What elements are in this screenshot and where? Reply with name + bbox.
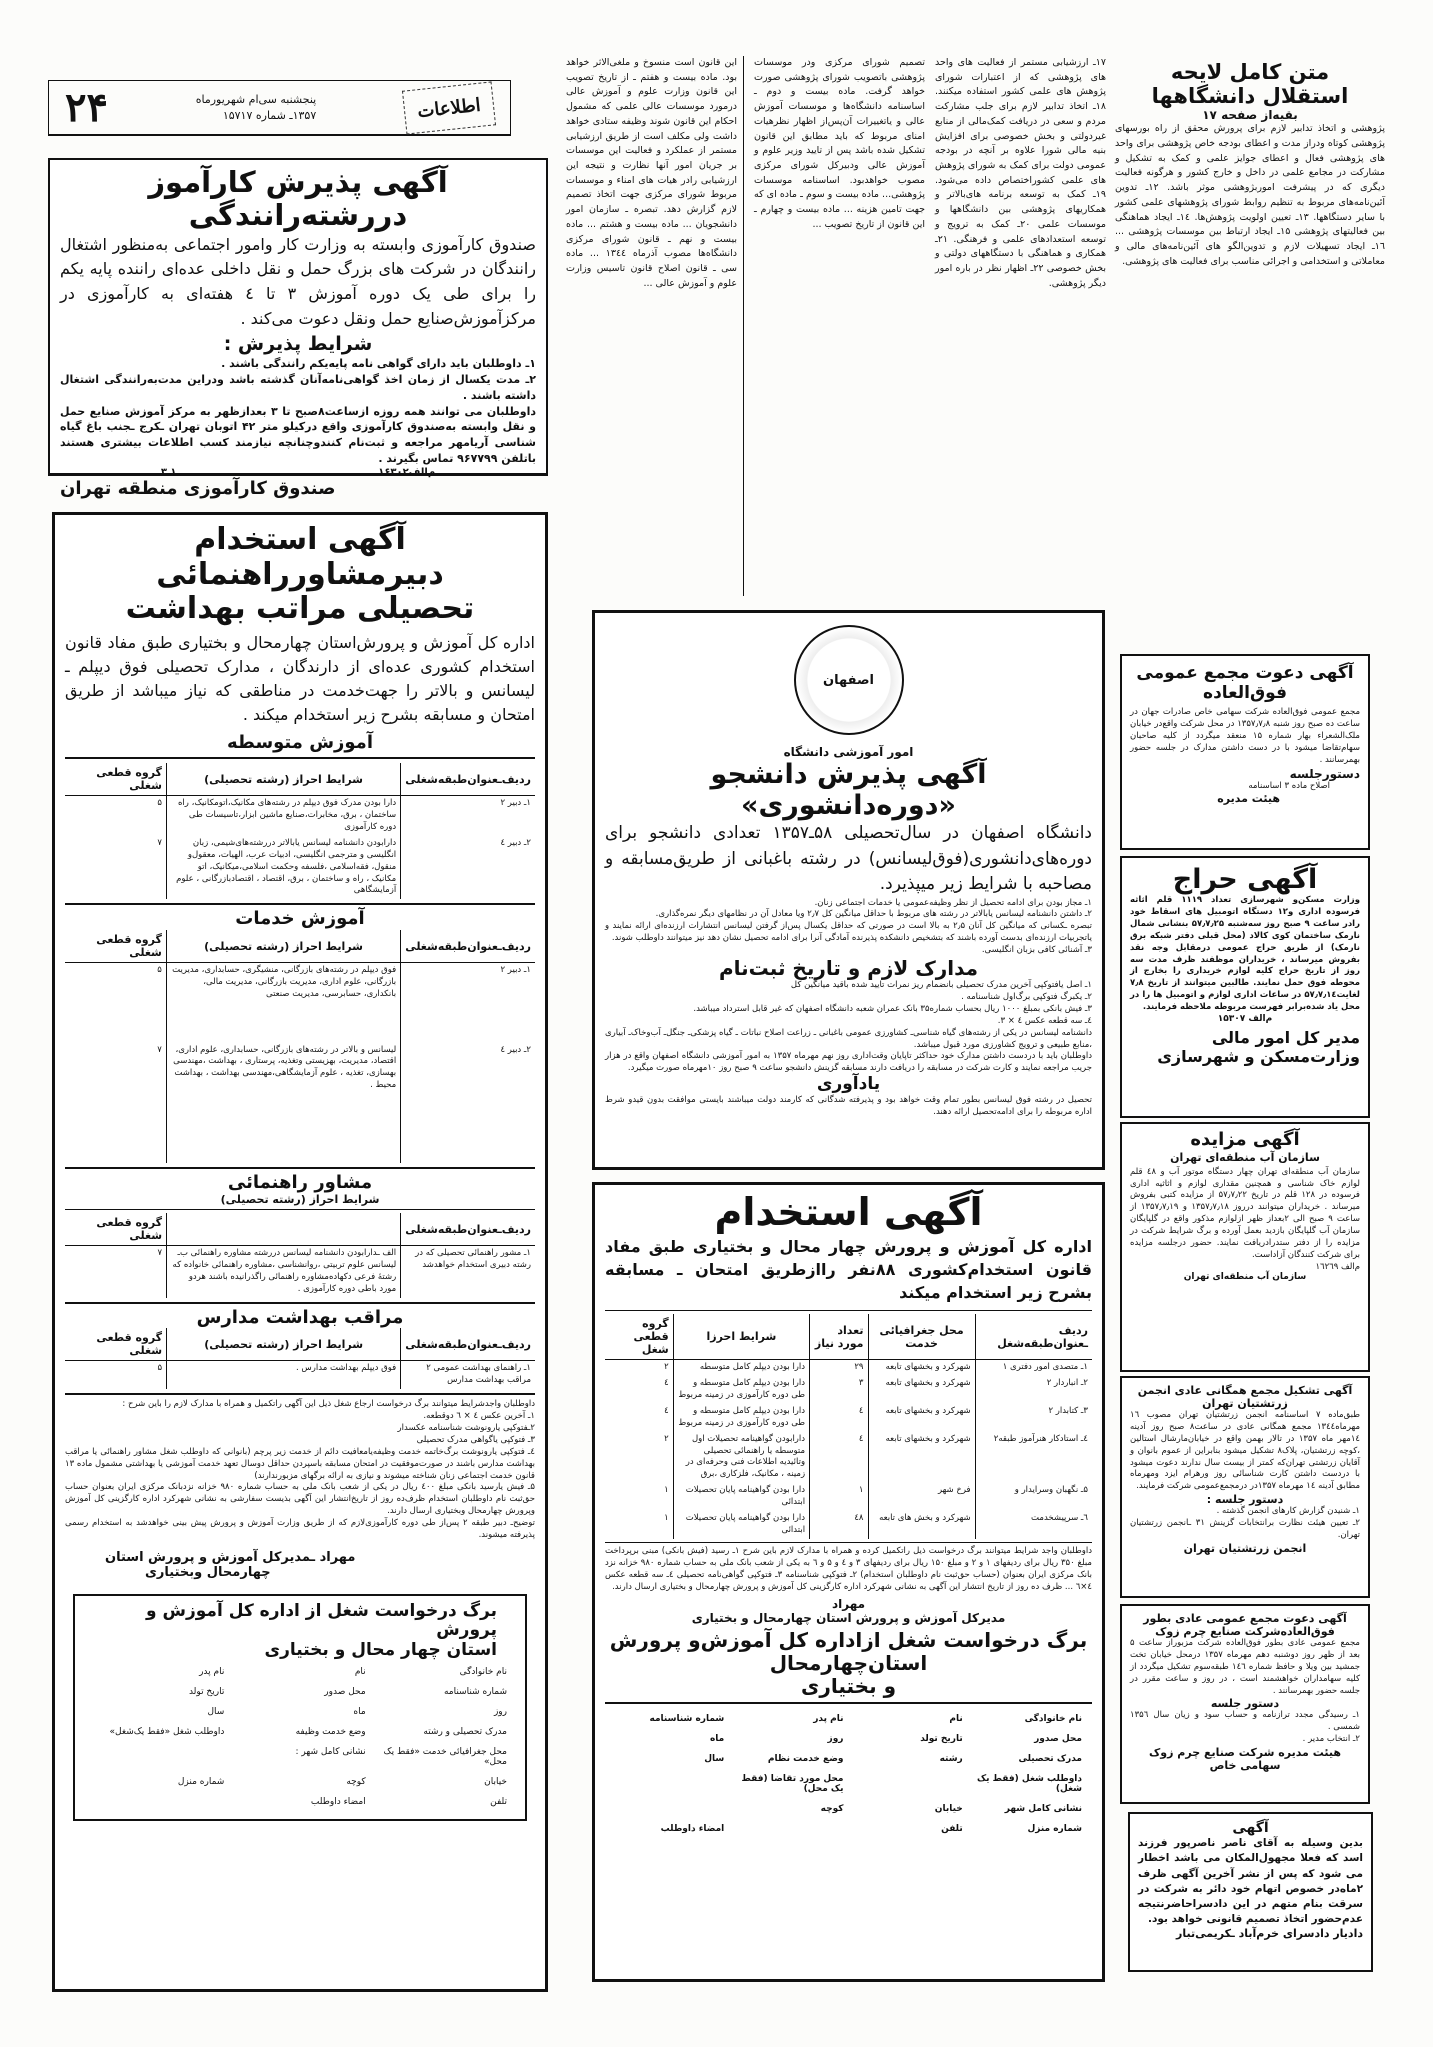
ad-body: مجمع عمومی فوق‌العاده شرکت سهامی خاص صادرات جهان در ساعت ده صبح روز شنبه ۱۳۵۷٫۷٫۸ در محل شرکت واقع‌در خیابان ملک‌الشعراء بهار شماره ۱۵ منعقد میگردد از کلیه صاحبان سهام‌تقاضا میشود با در دست داشتن مدارک در جلسه حضور بهمرسانند . (1130, 707, 1360, 765)
form-field[interactable]: ماه (709, 1734, 725, 1745)
form-field[interactable]: داوطلب شغل «فقط یک‌شغل» (109, 1726, 225, 1737)
table-row: ۱ـ متصدی امور دفتری ۱ شهرکرد و بخشهای تابعه ۲۹ دارا بودن دیپلم کامل متوسطه ۲ (605, 1360, 1092, 1376)
jobs-table-secondary: ردیف‌ـعنوان‌طبقه‌شغلی شرایط احراز (رشته تحصیلی) گروه قطعی شغلی ۱ـ دبیر ۲ دارا بودن مدرک فوق دیپلم در رشته‌های مکانیک،اتومکانیک، راه ساختمان ، برق، مخابرات،صنایع ماشین ابزار،تاسیسات طی دوره کارآموزی ۵ ۲ـ دبیر ٤ دارابودن دانشنامه لیسانس یابالاتر دررشته‌های‌شیمی، زبان انگلیسی و مترجمی انگلیسی، ادبیات عرب، الهیات، معقول‌و منقول، فقه‌اسلامی ،فلسفه وحکمت اسلامی،میکانیک، اتو مکانیک ، راه و ساختمان ، برق، اقتصاد ، اقتصادبازرگانی ، علوم آزمایشگاهی ۷ (65, 763, 535, 899)
form-field[interactable]: نشانی کامل شهر (1004, 1804, 1082, 1815)
doc-item: ٤ـ سه قطعه عکس ٤ × ۳. (997, 1015, 1092, 1026)
ad-title-line1: آگهی استخدام دبیرمشاورراهنمائی (156, 522, 444, 592)
document-item: ۲ـفتوکپی یارونوشت شناسنامه عکسدار (397, 1423, 535, 1433)
form-field[interactable]: محل مورد تقاضا (فقط یک محل) (741, 1774, 844, 1795)
news-article-continued (566, 56, 1106, 596)
ad-intro: دانشگاه اصفهان در سال‌تحصیلی ۵۸ـ۱۳۵۷ تعدادی دانشجو برای دوره‌های‌دانشوری(فوق‌لیسانس) در رشته باغبانی از طریق‌مسابقه و مصاحبه با شرایط زیر میپذیرد. (605, 823, 1092, 895)
form-field (854, 1774, 963, 1794)
form-field[interactable]: نشانی کامل شهر : (295, 1746, 366, 1757)
agenda-heading: دستورجلسه (1289, 766, 1360, 781)
form-field (615, 1774, 724, 1794)
ad-signature: انجمن زرتشتیان تهران (1183, 1541, 1307, 1555)
condition-item: ۲ـ داشتن دانشنامه لیسانس یابالاتر در رشته های مربوط با حداقل میانگین کل ۲٫۷ ویا معادل آن در نظامهای دیگر نمره‌گذاری. (655, 909, 1092, 920)
section-heading: مراقب بهداشت مدارس (196, 1306, 404, 1328)
form-field[interactable]: امضاء داوطلب (310, 1796, 366, 1807)
form-field[interactable]: رشته (939, 1754, 963, 1765)
ad-driver-trainee (48, 158, 548, 500)
ad-body: وزارت مسکن‌و شهرسازی تعداد ۱۱۱۹ قلم اثاثه فرسوده اداری و۱۲ دستگاه اتومبیل های اسقاط خود رادر ساعت ۹ صبح روز سه‌شنبه ۵۷٫۷٫۲۵ بنشانی شمال نارمک ساختمان کوی کالاد (محل قبلی دفتر شبکه برق نارمک) از طریق حراج عمومی درمقابل وجه نقد بفروش میرساند ، خریداران موظفند ظرف مدت سه روز از تاریخ حراج کلیه لوازم خریداری را بخارج از محوطه فوق حمل نمایند. طالبین میتوانند از تاریخ ۷٫۸ لغایت۵۷٫۷٫۱٤ در ساعات اداری لوازم و اتومبیل ها را در محل یاد شده‌برابر فهرست مربوطه ملاحظه فرمایند. (1130, 895, 1361, 1013)
form-field[interactable]: تلفن (941, 1824, 963, 1835)
jobs-table: ردیف ـعنوان‌طبقه‌شغل محل جغرافیائی خدمت تعداد مورد نیاز شرایط احرزا گروه قطعی شغل ۱ـ متصدی امور دفتری ۱ شهرکرد و بخشهای تابعه ۲۹ دارا بودن دیپلم کامل متوسطه ۲ ۲ـ انباردار ۲ شهرکرد و بخشهای تابعه ۳ دارا بودن دیپلم کامل متوسطه و طی دوره کارآموزی در زمینه مربوط ٤ ۳ـ کتابدار ۲ شهرکرد و بخشهای تابعه ٤ دارا بودن دیپلم کامل متوسطه و طی دوره کارآموزی در زمینه مربوط ٤ ٤ـ استادکار هنرآموز طبقه۲ شهرکرد و بخشهای تابعه ٤ دارابودن گواهینامه تحصیلات اول متوسطه یا راهنمائی تحصیلی وتائیدیه اطلاعات فنی وحرفه‌ای در زمینه ، مکانیک، فلزکاری ،برق ۲ ۵ـ نگهبان وسرایدار و فرخ شهر ۱ دارا بودن گواهینامه پایان تحصیلات ابتدائی ۱ ٦ـ سرپیشخدمت شهرکرد و بخش های تابعه ٤۸ دارا بودن گواهینامه پایان تحصیلات ابتدائی ۱ (605, 1314, 1092, 1539)
newspaper-logo: اطلاعات (402, 81, 496, 134)
ad-employment (592, 1182, 1105, 1982)
table-row: ۵ـ نگهبان وسرایدار و فرخ شهر ۱ دارا بودن گواهینامه پایان تحصیلات ابتدائی ۱ (605, 1483, 1092, 1511)
ad-body: سازمان آب منطقه‌ای تهران چهار دستگاه موتور آب و ٤۸ قلم لوازم خاک شناسی و همچنین مقداری لوازم و اثاثیه اداری فرسوده در ۱۲۸ قلم در تاریخ ۵۷٫۷٫۲۲ از مزایده کتبی بفروش میرساند . خریداران میتوانند درروز ۱۳۵۷٫۷٫۱۸ و ۱۳۵۷٫۷٫۱۹ از ساعت ۹ صبح الی ۲بعداز ظهر ازلوازم مذکور واقع در گلپایگان سازمان آب گلپایگان بازدید بعمل آورده و برگ شرایط شرکت در مزایده را از دفتر ستدرادریافت نمایند. حضور درجلسه مزایده برای شرکت کنندگان آزاداست. (1130, 1166, 1361, 1260)
article-column: تصمیم شورای مرکزی ودر موسسات پژوهشی باتصویب شورای پژوهشی صورت خواهد گرفت. ماده بیست و دوم ـ اساسنامه دانشگاه‌ها و موسسات آموزش عالی و یاتغییرات آن‌پس‌از اظهار نظرهیات امنای مربوط که باید مطابق این قانون تشکیل شده باشد پس از تایید وزیر علوم و آموزش عالی ودبیرکل شورای مرکزی مصوب خواهدبود. اساسنامه موسسات پژوهشی... ماده بیست و سوم ـ ماده ای که جهت تامین هزینه ... ماده بیست و چهارم ـ این قانون از تاریخ تصویب ... (754, 57, 925, 230)
form-field[interactable]: سال (704, 1754, 725, 1765)
ad-signature: هیئت مدیره شرکت صنایع چرم زوک (1149, 1746, 1341, 1760)
ad-signature: مهراد ـمدیرکل آموزش و پرورش استان چهارمحال وبختیاری (105, 1549, 356, 1580)
form-field[interactable]: امضاء داوطلب (660, 1824, 725, 1835)
form-field[interactable]: شماره منزل (1027, 1824, 1082, 1835)
form-field[interactable]: نام خانوادگی (459, 1666, 507, 1677)
fields-note: دانشنامه لیسانس در یکی از رشته‌های گیاه شناسی‌ـ کشاورزی عمومی باغبانی ـ زراعت اصلاح نباتات ـ گیاه پزشکی‌ـ جنگل‌ـ آب‌وخاک‌ـ آبیاری ،منابع طبیعی و ترویج کشاورزی مورد قبول میباشد. (605, 1027, 1092, 1050)
doc-item: ۱ـ اصل یافتوکپی آخرین مدرک تحصیلی بانضمام ریز نمرات تایید شده باقید میانگین کل (790, 980, 1092, 991)
article-title: متن کامل لایحه (1170, 60, 1330, 84)
instructions: داوطلبان واجدشرایط میتوانند برگ درخواست ارجاع شغل ذیل این آگهی راتکمیل و همراه با مدارک لازم را باین شرح : (122, 1399, 535, 1410)
form-field[interactable]: وضع خدمت نظام (767, 1754, 844, 1765)
table-row: ۱ـ دبیر ۲ دارا بودن مدرک فوق دیپلم در رشته‌های مکانیک،اتومکانیک، راه ساختمان ، برق، مخابرات،صنایع ماشین ابزار،تاسیسات طی دوره کارآموزی ۵ (65, 796, 535, 836)
reminder-text: تحصیل در رشته فوق لیسانس بطور تمام وقت خواهد بود و پذیرفته شدگانی که کارمند دولت میباشند بایستی موافقت بدون قیدو شرط اداره مربوطه را برای ادامه‌تحصیل ارائه دهند. (605, 1094, 1092, 1117)
condition-item: تبصره ـکسانی که میانگین کل آنان ۲٫۵ به بالا است در صورتی که حداقل یکسال پس‌از گرفتن لیسانس انتشارات ارزنده‌ای ارائه نمایند و یاتجربیات ارزنده‌ای بدست آورده باشند که بتشخیص دانشکده پذیرنده آمادگی آنرا برای ادامه تحصیل نشان دهد نیز میتوانند داوطلب شوند. (605, 921, 1092, 944)
form-field[interactable]: سال (207, 1706, 225, 1717)
agenda-item: ۱ـ شنیدن گزارش کارهای انجمن گذشته . (1216, 1506, 1360, 1517)
form-field (615, 1804, 724, 1814)
news-article-university-independence (1115, 60, 1385, 620)
ad-body: طبق‌ماده ۷ اساسنامه انجمن زرتشتیان تهران مصوب ۱٦ مهرماه۱۳٤٤ مجمع همگانی عادی در ساعت۸ صبح روز آدینه ۱٤مهر ماه ۱۳۵۷ در تالار بهمن واقع در خیابان‌مارشال استالین ،کوچه زرتشتیان، پلاک۸ تشکیل میشود بنابراین از عموم بانوان و آقایان زرتشتی تهران‌که کمتر از بیست سال ندارند دعوت میشود با دردست داشتن کارت شناسائی روز ورهرام ایزد ومهرماه مطابق آدینه ۱٤ مهرماه ۱۳۵۷در درمجمع‌عمومی شرکت فرمایند. (1130, 1410, 1360, 1492)
condition-item: ۲ـ مدت یکسال از زمان اخذ گواهی‌نامه‌آنان گذشته باشد ودراین مدت‌به‌رانندگی اشتغال داشته باشند . (60, 372, 536, 402)
form-field[interactable] (93, 1797, 224, 1807)
agenda-item: اصلاح ماده ۳ اساسنامه (1248, 780, 1330, 791)
table-row: ۲ـ دبیر ٤ لیسانس و بالاتر در رشته‌های بازرگانی، حسابداری، علوم اداری، اقتصاد، مدیریت، بهزیستی وتغذیه، پرستاری ، بهداشت ،مهندسی بهسازی، تغذیه ، علوم آزمایشگاهی،مهندسی بهداشت ، بهداشت محیط . ۷ (65, 1043, 535, 1163)
ad-signature: صندوق کارآموزی منطقه تهران (60, 478, 336, 500)
form-field[interactable]: محل جغرافیائی خدمت «فقط یک محل» (383, 1746, 507, 1767)
ad-intro: اداره کل آموزش و پرورش چهار محال و بختیاری طبق مفاد قانون استخدام‌کشوری ۸۸نفر راازطریق امتحان ـ مسابقه بشرح زیر استخدام میکند (605, 1236, 1093, 1303)
form-field (734, 1824, 843, 1834)
reminder-heading: یادآوری (816, 1074, 881, 1095)
form-field[interactable]: ماه (353, 1706, 366, 1717)
ad-general-assembly: آگهی دعوت مجمع عمومی فوق‌العاده مجمع عمومی فوق‌العاده شرکت سهامی خاص صادرات جهان در ساعت ده صبح روز شنبه ۱۳۵۷٫۷٫۸ در محل شرکت واقع‌در خیابان ملک‌الشعراء بهار شماره ۱۵ منعقد میگردد از کلیه صاحبان سهام‌تقاضا میشود با در دست داشتن مدارک در جلسه حضور بهمرسانند . دستورجلسه اصلاح ماده ۳ اساسنامه هیئت مدیره (1120, 654, 1370, 850)
agenda-heading: دستور جلسه (1210, 1697, 1280, 1711)
form-title: برگ درخواست شغل ازاداره کل آموزش‌و پرورش استان‌چهارمحال (609, 1628, 1088, 1676)
application-form (605, 1708, 1092, 1840)
ad-subtitle: سازمان آب منطقه‌ای تهران (1170, 1150, 1320, 1164)
ad-title-line2: تحصیلی مراتب بهداشت (125, 591, 475, 626)
form-field[interactable] (93, 1747, 224, 1767)
ad-ref: م‌الف ۱۵۳۰۷ (1217, 1013, 1273, 1024)
form-field[interactable]: روز (493, 1706, 507, 1717)
form-title: برگ درخواست شغل از اداره کل آموزش و پرورش (146, 1600, 497, 1641)
instructions: داوطلبان واجد شرایط میتوانند برگ درخواست ذیل راتکمیل کرده و همراه با مدارک لازم باین شرح ۱ـ رسید (فیش بانکی) مبنی برپرداخت مبلغ ۳۵۰ ریال برای ردیفهای ۱ و ۲ و مبلغ ۱۵۰ ریال برای ردیفهای ۳ و ٤ و ۵ و ٦ به یکی از شعب بانک ملی به حساب شماره ۹۸۰ خزانه نزد بانک مرکزی ایران بعنوان (حساب حق‌ثبت نام داوطلبان استخدام) ۲ـ فتوکپی شناسنامه ۳ـ فتوکپی گواهی‌نامه تحصیلی ٤ـ سه قطعه عکس ٤×٦ ... ظرف ده روز از تاریخ انتشار این آگهی به نشانی شهرکرد اداره کارگزینی کل آموزش و پرورش چهارمحال و بختیاری ارسال دارند. (605, 1545, 1093, 1592)
table-row: ۱ـ دبیر ۲ فوق دیپلم‌ در رشته‌های بازرگانی، منشیگری، حسابداری، مدیریت بازرگانی، علوم اداری، مدیریت بازرگانی، مدیریت مالی، بانکداری، حسابرسی، مدیریت صنعتی ۵ (65, 963, 535, 1043)
form-title: استان چهار محال و بختیاری (264, 1640, 497, 1660)
ad-ref: م‌الف۱۶۳۰۲ ۱ـ۳ (160, 467, 436, 479)
form-field[interactable]: شماره شناسنامه (649, 1714, 725, 1725)
agenda-item: ۱ـ رسیدگی مجدد ترازنامه و حساب سود و زیان سال ۱۳۵٦ شمسی . (1130, 1710, 1360, 1733)
doc-item: ۳ـ فیش بانکی بمبلغ ۱۰۰۰ ریال بحساب شماره۳۵ بانک عمران شعبه دانشگاه اصفهان که غیر قابل استرداد میباشد. (693, 1003, 1092, 1014)
article-column: ۱۷ـ ارزشیابی مستمر از فعالیت های واحد های پژوهشی که از اعتبارات شورای پژوهش های علمی کشور استفاده میکنند. ۱۸ـ اتخاذ تدابیر لازم برای جلب مشارکت مردم و سعی در دریافت کمک‌مالی از منابع غیردولتی و بخش خصوصی برای افزایش بنیه مالی شورا علاوه بر آنچه در بودجه عمومی دولت برای کمک به شورای پژوهش های علمی کشوراختصاص داده می‌شود. ۱۹ـ کمک به توسعه برنامه های‌بالاتر و همکاریهای پژوهشی بین دانشگاهها و موسسات علمی ۲۰ـ کمک به ترویج و توسعه استعدادهای علمی و فرهنگی. ۲۱ـ همکاری و هماهنگی با دستگاههای دولتی و بخش خصوصی ۲۲ـ اظهار نظر در باره امور دیگر پژوهشی. (935, 57, 1106, 289)
doc-item: ۲ـ یکبرگ فتوکپی برگ‌اول شناسنامه . (961, 991, 1092, 1002)
jobs-table-counselor: ردیف‌ـعنوان‌طبقه‌شغلی گروه قطعی شغلی ۱ـ مشور راهنمائی تحصیلی که در رشته دبیری استخدام خواهدشد الف ـدارابودن دانشنامه لیسانس دررشته مشاوره راهنمائی ب‌ـ لیسانس علوم تربیتی ،روانشناسی ،مشاوره راهنمائی خانواده که رشتهٔ فرعی ‌دکهاده‌مشاوره راهنمائی راگذرانیده باشند هردو مورد باطی دوره کارآموزی . ۷ (65, 1213, 535, 1298)
registration-info: داوطلبان باید با دردست داشتن مدارک خود حداکثر تاپایان وقت‌اداری روز نهم مهرماه ۱۳۵۷ به امور آموزشی دانشگاه اصفهان واقع در هزار جریب مراجعه نمایند و کارت شرکت در مسابقه را دریافت دارند مسابقه گزینش دانشجو ساعت ۹ صبح روز ۱۰مهرماه صورت میگیرد. (605, 1051, 1093, 1074)
form-field[interactable]: تاریخ تولد (188, 1686, 225, 1697)
form-field[interactable]: کوچه (346, 1776, 366, 1787)
ad-signature: هیئت مدیره (1217, 792, 1280, 806)
ad-body: مجمع عمومی عادی بطور فوق‌العاده شرکت مزبوراز ساعت ۵ بعد از ظهر روز دوشنبه دهم مهرماه ۱۳۵۷ درمحل خیابان تخت جمشید بین ویلا و حافظ شماره ۱٤٦ طبقه‌سوم تشکیل میگردد از کلیه سهامداران خواهشمند است ، در روز و ساعت مقرر در جلسه حضور بهمرسانند . (1130, 1638, 1360, 1696)
form-field[interactable]: نام (354, 1666, 366, 1677)
form-field[interactable]: خیابان (934, 1804, 963, 1815)
conditions-heading: شرایط پذیرش : (223, 332, 373, 355)
agenda-item: ۲ـ تعیین هیئت نظارت برانتخابات گزینش ۳۱ ـانجمن زرتشتیان تهران. (1130, 1518, 1360, 1541)
article-title: استقلال دانشگاهها (1151, 84, 1349, 109)
form-field[interactable]: محل صدور (1034, 1734, 1082, 1745)
application-form (73, 1594, 527, 1821)
ad-isfahan-university (592, 610, 1105, 1170)
article-body: پژوهشی و اتخاذ تدابیر لازم برای پرورش محقق از راه بورسهای پژوهشی کوتاه ودراز مدت و اعطای بودجه خاص پژوهشی برای واحد های پژوهشی فعال و اعطای جوایز علمی و کمک به تشکیل و مشارکت در مجامع علمی در داخل و خارج کشور و هرگونه فعالیت دیگری که در پیشرفت اموربژوهشی موثر باشد. ۱۲ـ تدوین آئین‌نامه‌های مربوط به تنظیم روابط شورای پژوهشهای علمی کشور با سایر دستگاهها. ۱۳ـ تعیین اولویت پژوهش‌ها. ۱٤ـ ایجاد هماهنگی بین فعالیتهای پژوهشی ۱۵ـ ایجاد ارتباط بین موسسات پژوهشی ... ۱٦ـ ایجاد تسهیلات لازم و تدوین‌الگو های آئین‌نامه‌های مالی و معاملاتی و استخدامی و اجرائی مناسب برای فعالیت های پژوهشی. (1115, 123, 1385, 267)
section-heading: آموزش متوسطه (227, 731, 373, 753)
form-field[interactable]: محل صدور (324, 1686, 366, 1697)
form-field[interactable]: کوچه (820, 1804, 844, 1815)
condition-item: ۱ـ مجاز بودن برای ادامه تحصیل از نظر وظیفه‌عمومی یا خدمات اجتماعی زنان. (814, 897, 1092, 908)
agenda-item: ۲ـ انتخاب مدیر . (1302, 1734, 1360, 1745)
ad-signature: دادیار دادسرای خرم‌آباد ـکریمی‌تبار (1176, 1927, 1363, 1941)
form-field[interactable]: نام خانوادگی (1024, 1714, 1082, 1725)
jobs-table-health: ردیف‌ـعنوان‌طبقه‌شغلی شرایط احراز (رشته تحصیلی) گروه قطعی شغلی ۱ـ راهنمای بهداشت عمومی ۲ مراقب بهداشت مدارس فوق دیپلم بهداشت مدارس . ۵ (65, 1328, 535, 1389)
document-item: ۳ـ فتوکپی یاگواهی مدرک تحصیلی (416, 1434, 535, 1445)
ad-title: آگهی پذیرش دانشجو «دوره‌دانشوری» (710, 759, 987, 822)
ad-tender: آگهی مزایده سازمان آب منطقه‌ای تهران سازمان آب منطقه‌ای تهران چهار دستگاه موتور آب و ٤۸ قلم لوازم خاک شناسی و همچنین مقداری لوازم و اثاثیه اداری فرسوده در ۱۲۸ قلم در تاریخ ۵۷٫۷٫۲۲ از مزایده کتبی بفروش میرساند . خریداران میتوانند درروز ۱۳۵۷٫۷٫۱۸ و ۱۳۵۷٫۷٫۱۹ از ساعت ۹ صبح الی ۲بعداز ظهر ازلوازم مذکور واقع در گلپایگان سازمان آب گلپایگان بازدید بعمل آورده و برگ شرایط شرکت در مزایده را از دفتر ستدرادریافت نمایند. حضور درجلسه مزایده برای شرکت کنندگان آزاداست. م‌الف ۱٦۲٦۹ سازمان آب منطقه‌ای تهران (1120, 1122, 1370, 1372)
ad-leather-company-assembly: آگهی دعوت مجمع عمومی عادی بطور فوق‌العاده‌شرکت صنایع چرم زوک مجمع عمومی عادی بطور فوق‌العاده شرکت مزبوراز ساعت ۵ بعد از ظهر روز دوشنبه دهم مهرماه ۱۳۵۷ درمحل خیابان تخت جمشید بین ویلا و حافظ شماره ۱٤٦ طبقه‌سوم تشکیل میگردد از کلیه سهامداران خواهشمند است ، در روز و ساعت مقرر در جلسه حضور بهمرسانند . دستور جلسه ۱ـ رسیدگی مجدد ترازنامه و حساب سود و زیان سال ۱۳۵٦ شمسی . ۲ـ انتخاب مدیر . هیئت مدیره شرکت صنایع چرم زوک سهامی خاص (1120, 1604, 1370, 1804)
table-row: ۳ـ کتابدار ۲ شهرکرد و بخشهای تابعه ٤ دارا بودن دیپلم کامل متوسطه و طی دوره کارآموزی در زمینه مربوط ٤ (605, 1404, 1092, 1432)
document-item: ۱ـ آخرین عکس ٤ × ٦ دوقطعه. (423, 1411, 535, 1422)
form-field[interactable]: شماره شناسنامه (443, 1686, 507, 1697)
ad-auction: آگهی حراج وزارت مسکن‌و شهرسازی تعداد ۱۱۱۹ قلم اثاثه فرسوده اداری و۱۲ دستگاه اتومبیل های اسقاط خود رادر ساعت ۹ صبح روز سه‌شنبه ۵۷٫۷٫۲۵ بنشانی شمال نارمک ساختمان کوی کالاد (محل قبلی دفتر شبکه برق نارمک) از طریق حراج عمومی درمقابل وجه نقد بفروش میرساند ، خریداران موظفند ظرف مدت سه روز از تاریخ حراج کلیه لوازم خریداری را بخارج از محوطه فوق حمل نمایند. طالبین میتوانند از تاریخ ۷٫۸ لغایت۵۷٫۷٫۱٤ در ساعات اداری لوازم و اتومبیل ها را در محل یاد شده‌برابر فهرست مربوطه ملاحظه فرمایند. م‌الف ۱۵۳۰۷ مدیر کل امور مالی وزارت‌مسکن و شهرسازی (1120, 856, 1370, 1118)
ad-intro: اداره کل آموزش و پرورش‌استان چهارمحال و بختیاری طبق مفاد قانون استخدام کشوری عده‌ای از دارندگان ، مدارک تحصیلی فوق دیپلم ـ لیسانس و بالاتر را جهت‌خدمت در مناطقی که نیاز میباشد از طریق امتحان و مسابقه بشرح زیر استخدام میکند . (65, 632, 535, 724)
continued-label: بقیه‌از صفحه ۱۷ (1202, 108, 1298, 123)
condition-item: ۱ـ داوطلبان باید دارای گواهی نامه پایه‌یکم رانندگی باشند . (221, 356, 536, 370)
table-row: ٤ـ استادکار هنرآموز طبقه۲ شهرکرد و بخشهای تابعه ٤ دارابودن گواهینامه تحصیلات اول متوسطه یا راهنمائی تحصیلی وتائیدیه اطلاعات فنی وحرفه‌ای در زمینه ، مکانیک، فلزکاری ،برق ۲ (605, 1432, 1092, 1484)
ad-title: آگهی پذیرش کارآموز دررشته‌رانندگی (148, 165, 448, 233)
document-item: ٤ـ فتوکپی یارونوشت برگ‌خاتمه خدمت وظیفه‌یامعافیت دائم از خدمت زیر پرچم (بانوانی که داوطلب شغل مشاور راهنمائی یا مراقب بهداشت مدارس باشند در صورت‌موفقیت در امتحان مسابقه باسپردن حداقل دوسال تعهد خدمت آموزشی یا بهداشتی مشمول ماده ۱۳ قانون خدمت اجتماعی زنان شناخته میشوند و نیازی به ارائه برگهای مزبورندارند) (65, 1446, 535, 1481)
form-field[interactable]: خیابان (484, 1776, 507, 1787)
ad-ref: م‌الف ۱٦۲٦۹ (1315, 1261, 1360, 1272)
jobs-table-services: ردیف‌ـعنوان‌طبقه‌شغلی شرایط احراز (رشته تحصیلی) گروه قطعی شغلی ۱ـ دبیر ۲ فوق دیپلم‌ در رشته‌های بازرگانی، منشیگری، حسابداری، مدیریت بازرگانی، علوم اداری، مدیریت بازرگانی، مدیریت مالی، بانکداری، حسابرسی، مدیریت صنعتی ۵ ۲ـ دبیر ٤ لیسانس و بالاتر در رشته‌های بازرگانی، حسابداری، علوم اداری، اقتصاد، مدیریت، بهزیستی وتغذیه، پرستاری ، بهداشت ،مهندسی بهسازی، تغذیه ، علوم آزمایشگاهی،مهندسی بهداشت ، بهداشت محیط . ۷ (65, 930, 535, 1163)
ad-signature: مهراد مدیرکل آموزش و پرورش استان چهارمحال و بختیاری (691, 1597, 1006, 1626)
ad-legal-notice: آگهی بدین وسیله به آقای ناصر ناصرپور فرزند اسد که فعلا مجهول‌المکان می باشد اخطار می شود که پس از نشر آخرین آگهی ظرف ۲ماه‌در خصوص اتهام خود دائر به شرکت در سرقت بنام متهم در این دادسراحاضرنتیجه عدم‌حضور اتخاذ تصمیم قانونی خواهد بود. دادیار دادسرای خرم‌آباد ـکریمی‌تبار (1128, 1812, 1373, 1972)
form-field[interactable]: مدرک تحصیلی و رشته (423, 1726, 507, 1737)
table-row: ۱ـ راهنمای بهداشت عمومی ۲ مراقب بهداشت مدارس فوق دیپلم بهداشت مدارس . ۵ (65, 1361, 535, 1389)
section-heading: مشاور راهنمائی (227, 1171, 373, 1193)
form-field[interactable]: مدرک تحصیلی (1018, 1754, 1082, 1765)
form-field[interactable]: داوطلب شغل (فقط یک شغل) (976, 1774, 1082, 1795)
table-row: ۱ـ مشور راهنمائی تحصیلی که در رشته دبیری استخدام خواهدشد الف ـدارابودن دانشنامه لیسانس دررشته مشاوره راهنمائی ب‌ـ لیسانس علوم تربیتی ،روانشناسی ،مشاوره راهنمائی خانواده که رشتهٔ فرعی ‌دکهاده‌مشاوره راهنمائی راگذرانیده باشند هردو مورد باطی دوره کارآموزی . ۷ (65, 1246, 535, 1298)
section-heading: آموزش خدمات (235, 908, 365, 930)
masthead (48, 80, 511, 136)
form-field[interactable]: نام (949, 1714, 963, 1725)
org-name: امور آموزشی دانشگاه (783, 745, 914, 759)
table-row: ٦ـ سرپیشخدمت شهرکرد و بخش های تابعه ٤۸ دارا بودن گواهینامه پایان تحصیلات ابتدائی ۱ (605, 1511, 1092, 1539)
page-number: ۲۴ (65, 84, 108, 131)
ad-title: آگهی استخدام (714, 1190, 983, 1234)
ad-details: داوطلبان می توانند همه روزه ازساعت۸صبح تا ۳ بعدازظهر به مرکز آموزش صنایع حمل و نقل وابسته به‌صندوق کارآموزی واقع درکیلو متر ۴۲ اتوبان تهران ـکرج ـجنب باغ گیاه شناسی آریامهر مراجعه و ثبت‌نام کنندوچنانچه نیازمند کسب اطلاعات بیشتری هستند باتلفن ۹۶۷۷۹۹ تماس بگیرند . (60, 404, 536, 466)
form-field[interactable]: تاریخ تولد (920, 1734, 963, 1745)
ad-body: بدین وسیله به آقای ناصر ناصرپور فرزند اسد که فعلا مجهول‌المکان می باشد اخطار می شود که پس از نشر آخرین آگهی ظرف ۲ماه‌در خصوص اتهام خود دائر به شرکت در سرقت بنام متهم در این دادسراحاضرنتیجه عدم‌حضور اتخاذ تصمیم قانونی خواهد بود. (1138, 1837, 1363, 1926)
university-emblem-icon: اصفهان (794, 625, 904, 735)
form-field[interactable]: روز (827, 1734, 844, 1745)
form-fields (83, 1661, 517, 1813)
ad-zoroastrian-assembly: آگهی تشکیل مجمع همگانی عادی انجمن زرتشتیان تهران طبق‌ماده ۷ اساسنامه انجمن زرتشتیان تهران مصوب ۱٦ مهرماه۱۳٤٤ مجمع همگانی عادی در ساعت۸ صبح روز آدینه ۱٤مهر ماه ۱۳۵۷ در تالار بهمن واقع در خیابان‌مارشال استالین ،کوچه زرتشتیان، پلاک۸ تشکیل میشود بنابراین از عموم بانوان و آقایان زرتشتی تهران‌که کمتر از بیست سال ندارند دعوت میشود با دردست داشتن کارت شناسائی روز ورهرام ایزد ومهرماه مطابق آدینه ۱٤ مهرماه ۱۳۵۷در درمجمع‌عمومی شرکت فرمایند. دستور جلسه : ۱ـ شنیدن گزارش کارهای انجمن گذشته . ۲ـ تعیین هیئت نظارت برانتخابات گزینش ۳۱ ـانجمن زرتشتیان تهران. انجمن زرتشتیان تهران (1120, 1376, 1370, 1598)
document-item: ۵ـ فیش یارسید بانکی مبلغ ٤۰۰ ریال در یکی از شعب بانک ملی به حساب شماره ۹۸۰ خزانه نزدبانک مرکزی ایران بعنوان حساب حق‌ثبت نام داوطلبان استخدام ظرف‌ده روز از تاریخ‌انتشار این آگهی بذیست سفارشی به نشانی شهرکرد اداره کارگزینی کل آموزش وپرورش چهارمحال وبختیاری ارسال دارند. (65, 1482, 535, 1517)
article-column: این قانون است منسوخ و ملغی‌الاثر خواهد بود. ماده بیست و هفتم ـ از تاریخ تصویب این قانون وزارت علوم و آموزش عالی درمورد موسسات عالی علمی که مشمول احکام این قانون شوند وظیفه ستادی خواهد داشت ولی مکلف است از طریق ارزشیابی مستمر از عملکرد و فعالیت این موسسات بر جریان امور آنها نظارت و نتیجه این ارزشیابی رادر هیات های امناء و موسسات مربوط شورای مرکزی جهت اتخاذ تصمیم لازم گزارش دهد. تبصره ـ سازمان امور دانشجویان ... ماده بیست و هشتم ... ماده بیست و نهم ـ قانون شورای مرکزی دانشگاه‌ها مصوب آذرماه ۱۳٤٤ ... ماده سی ـ قانون اصلاح قانون تاسیس وزارت علوم و آموزش عالی ... (566, 56, 744, 596)
ad-intro: صندوق کارآموزی وابسته به وزارت کار وامور اجتماعی به‌منظور اشتغال رانندگان در شرکت های بزرگ حمل و نقل داخلی عده‌ای راننده پایه یکم را برای طی یک دوره آموزش ۳ تا ٤ هفته‌ای به کارآموزی در مرکزآموزش‌صنایع حمل ونقل دعوت می‌کند . (60, 234, 537, 329)
form-field[interactable]: نام پدر (199, 1666, 225, 1677)
table-row: ۲ـ انباردار ۲ شهرکرد و بخشهای تابعه ۳ دارا بودن دیپلم کامل متوسطه و طی دوره کارآموزی در زمینه مربوط ٤ (605, 1376, 1092, 1404)
form-title: و بختیاری (801, 1674, 896, 1699)
condition-item: ۳ـ آشنائی کافی بزبان انگلیسی. (981, 945, 1092, 956)
table-row: ۲ـ دبیر ٤ دارابودن دانشنامه لیسانس یابالاتر دررشته‌های‌شیمی، زبان انگلیسی و مترجمی انگلیسی، ادبیات عرب، الهیات، معقول‌و منقول، فقه‌اسلامی ،فلسفه وحکمت اسلامی،میکانیک، اتو مکانیک ، راه و ساختمان ، برق، اقتصاد ، اقتصادبازرگانی ، علوم آزمایشگاهی ۷ (65, 836, 535, 899)
docs-heading: مدارک لازم و تاریخ ثبت‌نام (718, 956, 979, 981)
form-field[interactable]: وضع خدمت وظیفه (295, 1726, 366, 1737)
form-field[interactable]: شماره منزل (177, 1776, 225, 1787)
ad-signature: مدیر کل امور مالی وزارت‌مسکن و شهرسازی (1157, 1027, 1360, 1066)
ad-teacher-employment: آگهی استخدام دبیرمشاورراهنمائی تحصیلی مراتب بهداشت اداره کل آموزش و پرورش‌استان چهارمحال و بختیاری طبق مفاد قانون استخدام کشوری عده‌ای از دارندگان ، مدارک تحصیلی فوق دیپلم ـ لیسانس و بالاتر را جهت‌خدمت در مناطقی که نیاز میباشد از طریق امتحان و مسابقه بشرح زیر استخدام میکند . آموزش متوسطه ردیف‌ـعنوان‌طبقه‌شغلی شرایط احراز (رشته تحصیلی) گروه قطعی شغلی ۱ـ دبیر ۲ دارا بودن مدرک فوق دیپلم در رشته‌های مکانیک،اتومکانیک، راه ساختمان ، برق، مخابرات،صنایع ماشین ابزار،تاسیسات طی دوره کارآموزی ۵ ۲ـ دبیر ٤ دارابودن دانشنامه لیسانس یابالاتر دررشته‌های‌شیمی، زبان انگلیسی و مترجمی انگلیسی، ادبیات عرب، الهیات، معقول‌و منقول، فقه‌اسلامی ،فلسفه وحکمت اسلامی،میکانیک، اتو مکانیک ، راه و ساختمان ، برق، اقتصاد ، اقتصادبازرگانی ، علوم آزمایشگاهی ۷ آموزش خدمات ردیف‌ـعنوان‌طبقه‌شغلی شرایط احراز (رشته تحصیلی) گروه قطعی شغلی ۱ـ دبیر ۲ فوق دیپلم‌ در رشته‌های بازرگانی، منشیگری، حسابداری، مدیریت بازرگانی، علوم اداری، مدیریت بازرگانی، مدیریت مالی، بانکداری، حسابرسی، مدیریت صنعتی ۵ ۲ـ دبیر ٤ لیسانس و بالاتر در رشته‌های بازرگانی، حسابداری، علوم اداری، اقتصاد، مدیریت، بهزیستی وتغذیه، پرستاری ، بهداشت ،مهندسی بهسازی، تغذیه ، علوم آزمایشگاهی،مهندسی بهداشت ، بهداشت محیط . ۷ مشاور راهنمائی شرایط احراز (رشته تحصیلی) ردیف‌ـعنوان‌طبقه‌شغلی گروه قطعی شغلی ۱ـ مشور راهنمائی تحصیلی که در رشته دبیری استخدام خواهدشد الف ـدارابودن دانشنامه لیسانس دررشته مشاوره راهنمائی ب‌ـ لیسانس علوم تربیتی ،روانشناسی ،مشاوره راهنمائی خانواده که رشتهٔ فرعی ‌دکهاده‌مشاوره راهنمائی راگذرانیده باشند هردو مورد باطی دوره کارآموزی . ۷ مراقب بهداشت مدارس ردیف‌ـعنوان‌طبقه‌شغلی شرایط احراز (رشته تحصیلی) گروه قطعی شغلی ۱ـ راهنمای بهداشت عمومی ۲ مراقب بهداشت مدارس فوق دیپلم بهداشت مدارس . ۵ داوطلبان واجدشرایط میتوانند برگ درخواست ارجاع شغل ذیل این آگهی راتکمیل و همراه با مدارک لازم را باین شرح : ۱ـ آخرین عکس ٤ × ٦ دوقطعه. ۲ـفتوکپی یارونوشت شناسنامه عکسدار ۳ـ فتوکپی یاگواهی مدرک تحصیلی ٤ـ فتوکپی یارونوشت برگ‌خاتمه خدمت وظیفه‌یامعافیت دائم از خدمت زیر پرچم (بانوانی که داوطلب شغل مشاور راهنمائی یا مراقب بهداشت مدارس باشند در صورت‌موفقیت در امتحان مسابقه باسپردن حداقل دوسال تعهد خدمت آموزشی یا بهداشتی مشمول ماده ۱۳ قانون خدمت اجتماعی زنان شناخته میشوند و نیازی به ارائه برگهای مزبورندارند) ۵ـ فیش یارسید بانکی مبلغ ٤۰۰ ریال در یکی از شعب بانک ملی به حساب شماره ۹۸۰ خزانه نزدبانک مرکزی ایران بعنوان حساب حق‌ثبت نام داوطلبان استخدام ظرف‌ده روز از تاریخ‌انتشار این آگهی بذیست سفارشی به نشانی شهرکرد اداره کارگزینی کل آموزش وپرورش چهارمحال وبختیاری ارسال دارند. توضیح‌ـ دبیر طبقه ۲ پس‌از طی دوره کارآموزی‌لازم که از طریق وزارت آموزش و پرورش پیش بینی خواهدشد به استخدام رسمی پذیرفته میشوند. مهراد ـمدیرکل آموزش و پرورش استان چهارمحال وبختیاری برگ درخواست شغل از اداره کل آموزش و پرورش استان چهار محال و بختیاری نام خانوادگی نام نام پدر شماره شناسنامه محل صدور تاریخ تولد روز ماه سال مدرک تحصیلی و رشته وضع خدمت وظیفه داوطلب شغل «فقط یک‌شغل» محل جغرافیائی خدمت «فقط یک محل» نشانی کامل شهر : خیابان کوچه شماره منزل تلفن امضاء داوطلب (52, 512, 548, 1992)
form-field[interactable]: تلفن (490, 1796, 507, 1807)
ad-signature: سازمان آب منطقه‌ای تهران (1183, 1271, 1307, 1282)
dateline: پنجشنبه سی‌ام شهریورماه ۱۳۵۷ـ شماره ۱۵۷۱۷ (195, 93, 317, 122)
agenda-heading: دستور جلسه : (1206, 1493, 1284, 1507)
form-field[interactable]: نام پدر (813, 1714, 844, 1725)
note: توضیح‌ـ دبیر طبقه ۲ پس‌از طی دوره کارآموزی‌لازم که از طریق وزارت آموزش و پرورش پیش بینی خواهدشد به استخدام رسمی پذیرفته میشوند. (65, 1518, 535, 1541)
